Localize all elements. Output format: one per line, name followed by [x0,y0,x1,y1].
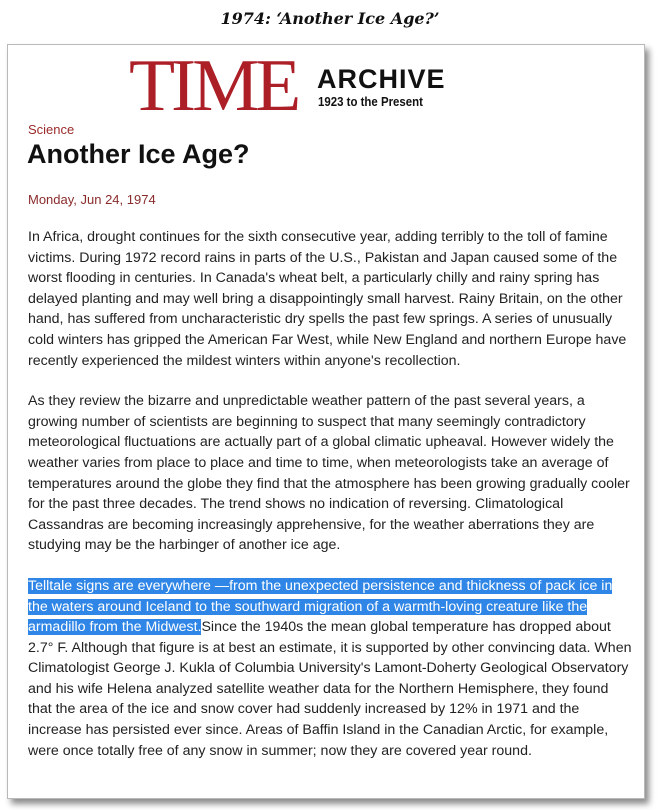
paragraph-3-rest: Since the 1940s the mean global temperature has dropped about 2.7° F. Although that figure is at best an estimate, it is supported by other convincing data. When Climatologist George J. Kukla of Columbia University's Lamont-Doherty Geological Observatory and his wife Helena analyzed satellite weather data for the Northern Hemisphere, they found that the area of the ice and snow cover had suddenly increased by 12% in 1971 and the increase has persisted ever since. Areas of Baffin Island in the Canadian Arctic, for example, were once totally free of any snow in summer; now they are covered year round. [28,619,632,759]
selected-text-highlight[interactable]: Telltale signs are everywhere —from the unexpected persistence and thickness of pack ice in the waters around Iceland to the southward migration of a warmth-loving creature like the armadillo from the Midwest. [28,577,613,636]
page-caption: 1974: ‘Another Ice Age?’ [220,9,440,28]
paragraph-2: As they review the bizarre and unpredictable weather pattern of the past several years, a growing number of scientists are beginning to suspect that many seemingly contradictory meteorological fluctuations are actually part of a global climatic upheaval. However widely the weather varies from place to place and time to time, when meteorologists take an average of temperatures around the globe they find that the atmosphere has been growing gradually cooler for the past three decades. The trend shows no indication of reversing. Climatological Cassandras are becoming increasingly apprehensive, for the weather aberrations they are studying may be the harbinger of another ice age. [28,393,630,554]
paragraph-1: In Africa, drought continues for the sixth consecutive year, adding terribly to the toll of famine victims. During 1972 record rains in parts of the U.S., Pakistan and Japan caused some of the worst flooding in centuries. In Canada's wheat belt, a particularly chilly and rainy spring has delayed planting and may well bring a disappointingly small harvest. Rainy Britain, on the other hand, has suffered from uncharacteristic dry spells the past few springs. A series of unusually cold winters has gripped the American Far West, while New England and northern Europe have recently experienced the mildest winters within anyone's recollection. [28,229,627,369]
archive-date-range: 1923 to the Present [318,94,423,109]
article-date: Monday, Jun 24, 1974 [28,192,156,207]
time-logo: TIME [129,45,298,127]
archive-label: ARCHIVE [317,64,446,94]
time-archive-masthead [129,45,489,127]
article-title: Another Ice Age? [27,139,250,169]
article-body [28,227,632,781]
section-link-science[interactable]: Science [28,122,75,137]
article-frame [7,44,645,799]
paragraph-3 [28,576,632,761]
